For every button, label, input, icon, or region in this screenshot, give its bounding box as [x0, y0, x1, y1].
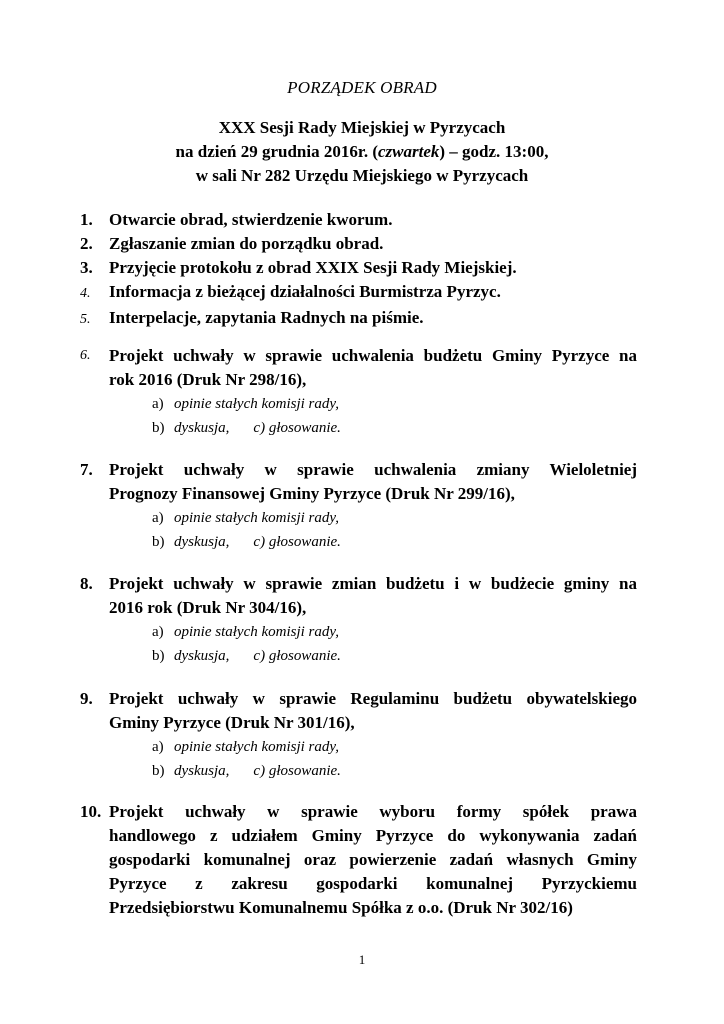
agenda-item-text: Interpelacje, zapytania Radnych na piśmie. — [109, 308, 424, 327]
agenda-item-text-line: gospodarki komunalnej oraz powierzenie zadań własnych Gminy — [109, 850, 637, 869]
subitem-vote: c) głosowanie. — [253, 648, 341, 664]
agenda-subitems: a) opinie stałych komisji rady, b) dyskusja, c) głosowanie. — [152, 624, 341, 664]
agenda-item-number: 9. — [80, 689, 93, 708]
agenda-simple-list — [80, 208, 660, 332]
session-header — [0, 116, 724, 188]
agenda-item-text: Zgłaszanie zmian do porządku obrad. — [109, 234, 384, 253]
agenda-item-number: 4. — [80, 286, 91, 301]
subitem-discussion: dyskusja, — [174, 763, 230, 779]
subitem-discussion: dyskusja, — [174, 420, 230, 436]
agenda-item-number: 10. — [80, 802, 102, 821]
agenda-item-text: Informacja z bieżącej działalności Burmistrza Pyrzyc. — [109, 282, 501, 301]
session-name: XXX Sesji Rady Miejskiej w Pyrzycach — [218, 118, 506, 137]
agenda-item-text: Otwarcie obrad, stwierdzenie kworum. — [109, 210, 393, 229]
agenda-item-7 — [80, 458, 637, 554]
subitem-vote: c) głosowanie. — [253, 420, 341, 436]
session-date: na dzień 29 grudnia 2016r. (czwartek) – godz. 13:00, — [175, 142, 549, 161]
document-title: PORZĄDEK OBRAD — [287, 78, 437, 97]
agenda-item-5 — [80, 306, 660, 332]
agenda-item-9 — [80, 687, 637, 783]
agenda-item-text-line: Projekt uchwały w sprawie uchwalenia zmiany Wieloletniej — [109, 460, 637, 479]
agenda-item-text-line: Projekt uchwały w sprawie uchwalenia budżetu Gminy Pyrzyce na — [109, 346, 637, 365]
agenda-item-number: 3. — [80, 258, 93, 277]
agenda-item-number: 6. — [80, 348, 91, 363]
subitem-vote: c) głosowanie. — [253, 534, 341, 550]
subitem-discussion: dyskusja, — [174, 534, 230, 550]
agenda-item-2 — [80, 232, 660, 256]
agenda-item-number: 1. — [80, 210, 93, 229]
agenda-item-text-line: Prognozy Finansowej Gminy Pyrzyce (Druk Nr 299/16), — [109, 484, 515, 503]
agenda-item-8 — [80, 572, 637, 668]
agenda-subitems: a) opinie stałych komisji rady, b) dyskusja, c) głosowanie. — [152, 739, 341, 779]
agenda-item-10 — [80, 800, 637, 920]
agenda-item-text-line: Gminy Pyrzyce (Druk Nr 301/16), — [109, 713, 355, 732]
agenda-item-text-line: Pyrzyce z zakresu gospodarki komunalnej Pyrzyckiemu — [109, 874, 637, 893]
agenda-item-text-line: Projekt uchwały w sprawie Regulaminu budżetu obywatelskiego — [109, 689, 637, 708]
agenda-item-number: 5. — [80, 312, 91, 327]
subitem-opinions: opinie stałych komisji rady, — [174, 510, 339, 526]
page-number: 1 — [358, 952, 366, 967]
agenda-item-number: 8. — [80, 574, 93, 593]
agenda-item-6 — [80, 344, 637, 440]
agenda-item-text-line: handlowego z udziałem Gminy Pyrzyce do wykonywania zadań — [109, 826, 637, 845]
agenda-item-text-line: 2016 rok (Druk Nr 304/16), — [109, 598, 307, 617]
agenda-item-text: Przyjęcie protokołu z obrad XXIX Sesji Rady Miejskiej. — [109, 258, 517, 277]
agenda-item-3 — [80, 256, 660, 280]
agenda-item-number: 2. — [80, 234, 93, 253]
session-venue: w sali Nr 282 Urzędu Miejskiego w Pyrzycach — [195, 166, 529, 185]
agenda-item-text-line: rok 2016 (Druk Nr 298/16), — [109, 370, 307, 389]
subitem-vote: c) głosowanie. — [253, 763, 341, 779]
agenda-item-number: 7. — [80, 460, 93, 479]
agenda-item-text-line: Projekt uchwały w sprawie wyboru formy spółek prawa — [109, 802, 637, 821]
session-weekday: czwartek — [378, 142, 440, 161]
agenda-subitems: a) opinie stałych komisji rady, b) dyskusja, c) głosowanie. — [152, 510, 341, 550]
subitem-discussion: dyskusja, — [174, 648, 230, 664]
agenda-item-1 — [80, 208, 660, 232]
subitem-opinions: opinie stałych komisji rady, — [174, 396, 339, 412]
agenda-item-4 — [80, 280, 660, 306]
agenda-subitems: a) opinie stałych komisji rady, b) dyskusja, c) głosowanie. — [152, 396, 341, 436]
subitem-opinions: opinie stałych komisji rady, — [174, 624, 339, 640]
agenda-item-text-line: Przedsiębiorstwu Komunalnemu Spółka z o.o. (Druk Nr 302/16) — [109, 898, 573, 917]
subitem-opinions: opinie stałych komisji rady, — [174, 739, 339, 755]
agenda-item-text-line: Projekt uchwały w sprawie zmian budżetu i w budżecie gminy na — [109, 574, 637, 593]
